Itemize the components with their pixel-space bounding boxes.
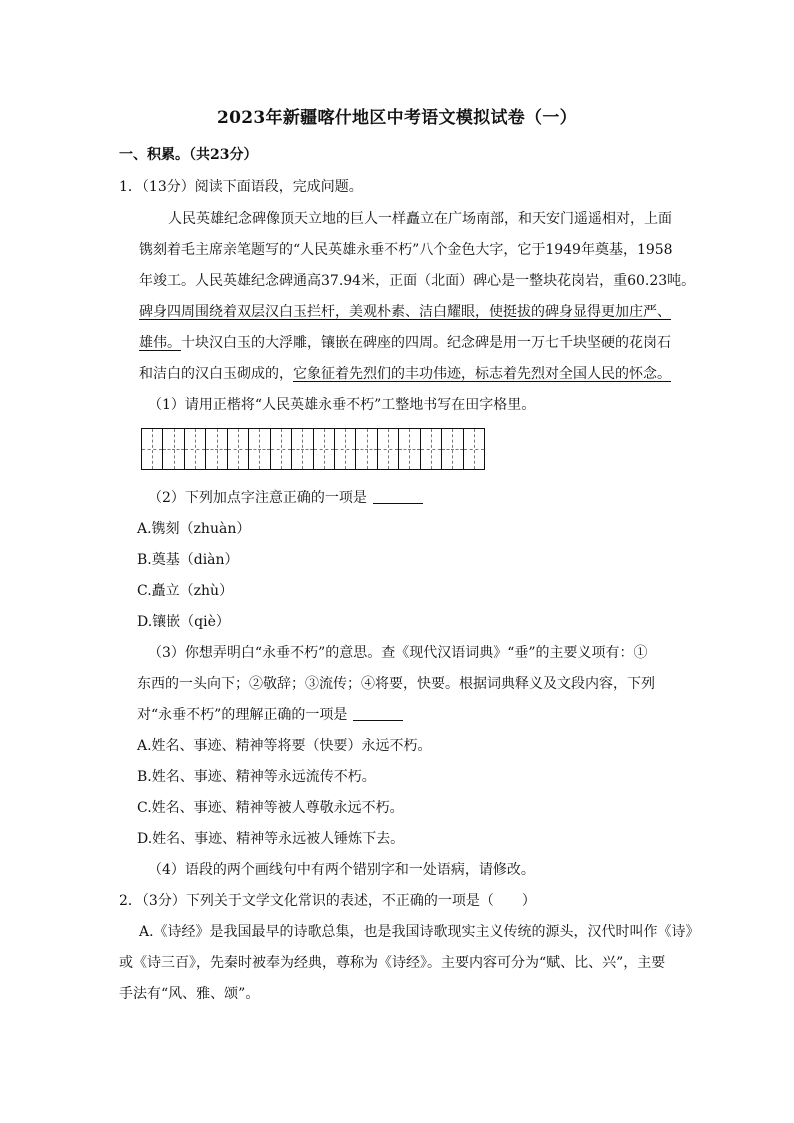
passage-line-2: 镌刻着毛主席亲笔题写的“人民英雄永垂不朽”八个金色大字，它于1949年奠基，1958 [139, 242, 673, 258]
passage-line-6 [139, 364, 671, 384]
option-3c: C.姓名、事迹、精神等被人尊敬永远不朽。 [137, 800, 404, 816]
answer-blank[interactable] [373, 489, 423, 504]
option-2a: A.镌刻（zhuàn） [137, 521, 251, 537]
grid-cell[interactable] [399, 429, 420, 469]
sub-question-1: （1）请用正楷将“人民英雄永垂不朽”工整地书写在田字格里。 [148, 397, 536, 413]
underlined-sentence-end: 雄伟。 [139, 335, 181, 351]
passage-line-4-underlined: 碑身四周围绕着双层汉白玉拦杆，美观朴素、洁白耀眼，使挺拔的碑身显得更加庄严、 [139, 304, 671, 320]
question-1-stem: 1．（13分）阅读下面语段，完成问题。 [119, 179, 363, 195]
grid-cell[interactable] [356, 429, 377, 469]
sub-question-2-text: （2）下列加点字注意正确的一项是 [148, 490, 367, 506]
sub-question-4: （4）语段的两个画线句中有两个错别字和一处语病，请修改。 [148, 862, 535, 878]
grid-cell[interactable] [228, 429, 249, 469]
grid-cell[interactable] [442, 429, 463, 469]
sub-question-3-line-2: 东西的一头向下；②敬辞；③流传；④将要，快要。根据词典释义及文段内容，下列 [137, 676, 655, 692]
grid-cell[interactable] [292, 429, 313, 469]
grid-cell[interactable] [142, 429, 163, 469]
option-2c: C.矗立（zhù） [137, 583, 234, 599]
section-heading: 一、积累。（共23分） [119, 147, 258, 163]
grid-cell[interactable] [335, 429, 356, 469]
option-3b: B.姓名、事迹、精神等永远流传不朽。 [137, 769, 376, 785]
underlined-sentence-2: 它象征着先烈们的丰功伟迹，标志着先烈对全国人民的怀念。 [293, 366, 671, 382]
grid-cell[interactable] [206, 429, 227, 469]
option-q2a-line-1: A.《诗经》是我国最早的诗歌总集，也是我国诗歌现实主义传统的源头，汉代时叫作《诗》 [139, 924, 700, 940]
sub-question-2 [148, 488, 423, 508]
grid-cell[interactable] [163, 429, 184, 469]
grid-cell[interactable] [271, 429, 292, 469]
option-2b: B.奠基（diàn） [137, 552, 239, 568]
grid-cell[interactable] [421, 429, 442, 469]
passage-line-5 [139, 333, 671, 353]
sub-question-3-line-1: （3）你想弄明白“永垂不朽”的意思。查《现代汉语词典》“垂”的主要义项有：① [148, 645, 648, 661]
grid-cell[interactable] [378, 429, 399, 469]
answer-blank[interactable] [353, 706, 403, 721]
question-2-stem: 2．（3分）下列关于文学文化常识的表述，不正确的一项是（ ） [119, 893, 536, 909]
grid-cell[interactable] [464, 429, 484, 469]
grid-cell[interactable] [249, 429, 270, 469]
option-q2a-line-2: 或《诗三百》，先秦时被奉为经典，尊称为《诗经》。主要内容可分为“赋、比、兴”，主要 [119, 955, 666, 971]
sub-question-3-line-3 [137, 705, 403, 725]
exam-title: 2023年新疆喀什地区中考语文模拟试卷（一） [217, 108, 577, 128]
sub-question-3-text: 对“永垂不朽”的理解正确的一项是 [137, 707, 348, 723]
option-3d: D.姓名、事迹、精神等永远被人锤炼下去。 [137, 831, 405, 847]
passage-line-1: 人民英雄纪念碑像顶天立地的巨人一样矗立在广场南部，和天安门遥遥相对，上面 [168, 211, 672, 227]
option-2d: D.镶嵌（qiè） [137, 614, 230, 630]
option-q2a-line-3: 手法有“风、雅、颂”。 [119, 986, 260, 1002]
tianzige-writing-grid[interactable] [141, 428, 485, 470]
passage-line-6-text: 和洁白的汉白玉砌成的， [139, 366, 293, 382]
passage-line-3: 年竣工。人民英雄纪念碑通高37.94米，正面（北面）碑心是一整块花岗岩，重60.23吨。 [139, 273, 696, 289]
grid-cell[interactable] [314, 429, 335, 469]
passage-line-5-text: 十块汉白玉的大浮雕，镶嵌在碑座的四周。纪念碑是用一万七千块坚硬的花岗石 [181, 335, 671, 351]
grid-cell[interactable] [185, 429, 206, 469]
option-3a: A.姓名、事迹、精神等将要（快要）永远不朽。 [137, 738, 432, 754]
